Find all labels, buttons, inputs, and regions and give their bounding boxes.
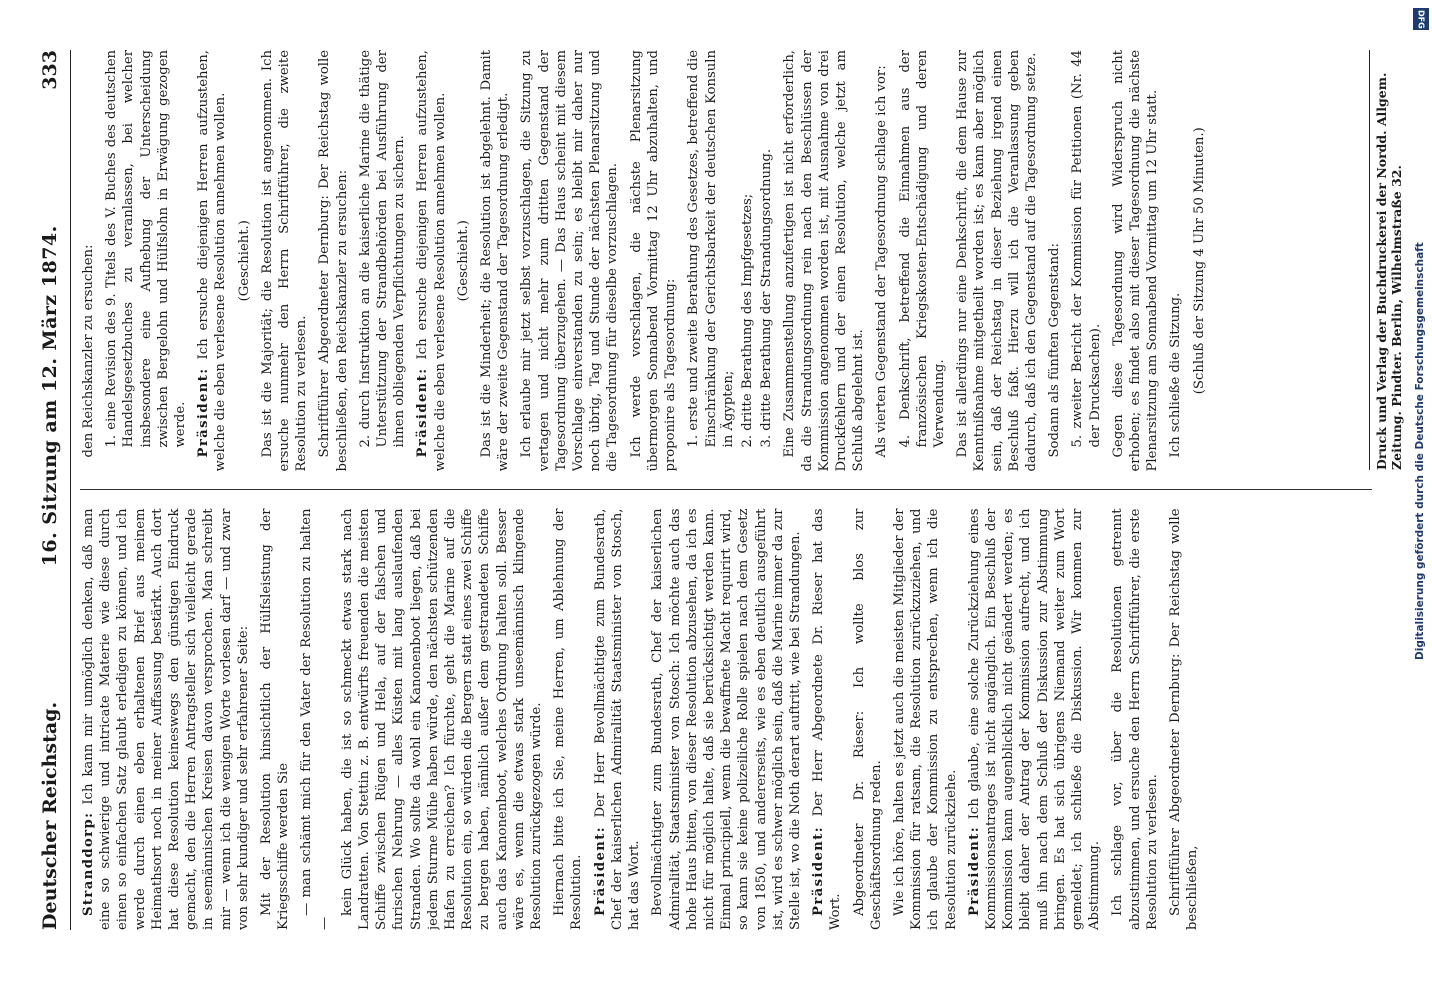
- speaker-label: Stranddorp:: [81, 811, 96, 916]
- paragraph-text: Hiernach bitte ich Sie, meine Herren, um Ablehnung der Resolution.: [552, 508, 585, 930]
- paragraph-text: Ich erlaube mir jetzt selbst vorzuschlagen, die Sitzung zu vertagen und nicht mehr zum dritten Gegenstand der Tagesordnung überzugehen. — Das Haus scheint mit diesem Vorschlage einverstanden zu sein; es bleibt mir daher nur noch übrig, Tag und Stunde der nächsten Plenarsitzung und die Tagesordnung für dieselbe vorzuschlagen.: [519, 50, 621, 472]
- paragraph: [649, 509, 804, 931]
- paragraph: [258, 509, 292, 931]
- paragraph: [551, 509, 585, 931]
- speaker-label: Präsident:: [592, 825, 608, 916]
- paragraph-text: Das ist die Majorität; die Resolution ist angenommen. Ich ersuche nunmehr den Herrn Schriftführer, die zweite Resolution zu verlesen.: [259, 50, 310, 472]
- paragraph-text: Ich kann mir unmöglich denken, daß man eine so schwierige und intricate Materie wie diese durch einen so einfachen Satz glaubt erledigen zu können, und ich werde durch einen eben erhaltenen Brief aus meinem Heimathsort noch in meiner Auffassung bestärkt. Auch dort hat diese Resolution keineswegs den günstigen Eindruck gemacht, den die Herren Antragsteller sich vielleicht gerade in seemännischen Kreisen davon versprochen. Man schreibt mir — wenn ich die wenigen Worte vorlesen darf — und zwar von sehr kundiger und sehr erfahrener Seite:: [81, 508, 251, 930]
- paragraph-text: Ich schlage vor, über die Resolutionen getrennt abzustimmen, und ersuche den Herrn Schriftführer, die erste Resolution zu verlesen.: [1110, 508, 1160, 930]
- paragraph: [195, 50, 229, 472]
- paragraph-text: Wie ich höre, halten es jetzt auch die meisten Mitglieder der Kommission für ratsam, die Resolution zurückzuziehen, und ich glaube der Kommission zu entsprechen, wenn ich die Resolution zurückziehe.: [891, 508, 959, 930]
- list-item: 4. Denkschrift, betreffend die Einnahmen aus der französischen Kriegskosten-Entschädigung und deren Verwendung.: [897, 50, 947, 448]
- header-title: Deutscher Reichstag.: [39, 701, 61, 930]
- paragraph: [316, 50, 350, 472]
- imprint-footer: Druck und Verlag der Buchdruckerei der Nordd. Allgem. Zeitung. Pindter. Berlin, Wilhelmstraße 32.: [1369, 50, 1404, 470]
- column-divider: [80, 490, 1372, 491]
- page-number: 333: [39, 50, 61, 90]
- paragraph-text: Schriftführer Abgeordneter Dernburg: Der Reichstag wolle beschließen,: [1167, 508, 1201, 930]
- header-session: 16. Sitzung am 12. März 1874.: [39, 225, 61, 567]
- paragraph-text: Der Herr Abgeordnete Dr. Rieser hat das Wort.: [811, 508, 844, 930]
- paragraph: [80, 509, 252, 931]
- numbered-list: [897, 50, 949, 448]
- stage-direction: [455, 50, 472, 472]
- paragraph: [259, 50, 311, 472]
- list-item: 3. dritte Berathung der Strandungsordnung.: [759, 148, 775, 448]
- speaker-label: Präsident:: [415, 367, 431, 458]
- paragraph-text: Gegen diese Tagesordnung wird Widerspruch nicht erhoben; es findet also mit dieser Tagesordnung die nächste Plenarsitzung am Sonnabend Vormittag um 12 Uhr statt.: [1110, 50, 1161, 472]
- paragraph: [414, 50, 448, 472]
- paragraph-text: Ich ersuche diejenigen Herren aufzustehen, welche die eben verlesene Resolution annehmen wollen.: [415, 50, 448, 472]
- list-item: 2. dritte Berathung des Impfgesetzes;: [739, 193, 755, 448]
- paragraph: [1109, 509, 1161, 931]
- paragraph-text: Das ist allerdings nur eine Denkschrift, die dem Hause zur Kenntnißnahme mitgetheilt worden ist; es kann aber möglich sein, daß der Reichstag in dieser Beziehung irgend einen Beschluß faßt. Hierzu will ich die Veranlassung geben dadurch, daß ich den Gegenstand auf die Tagesordnung setze.: [955, 50, 1039, 472]
- list-item: 5. zweiter Bericht der Kommission für Petitionen (Nr. 44 der Drucksachen).: [1070, 50, 1103, 448]
- paragraph: [851, 509, 885, 931]
- paragraph-text: Ich werde vorschlagen, die nächste Plenarsitzung übermorgen Sonnabend Vormittag 12 Uhr abzuhalten, und proponire als Tagesordnung:: [628, 50, 679, 472]
- stage-direction: [1191, 50, 1208, 472]
- paragraph-text: Als vierten Gegenstand der Tagesordnung schlage ich vor:: [874, 65, 890, 458]
- paragraph: [810, 509, 844, 931]
- column-right: [80, 50, 1372, 472]
- list-item: 1. eine Revision des 9. Titels des V. Buches des deutschen Handelsgesetzbuches zu veranlassen, bei welcher insbesondere eine Aufhebung der Unterscheidung zwischen Bergelohn und Hülfslohn in Erwägung gezogen werde.: [104, 50, 189, 448]
- speaker-label: Präsident:: [966, 825, 982, 916]
- page-header: [30, 50, 71, 930]
- paragraph: [592, 509, 644, 931]
- dfg-logo: DFG: [1413, 8, 1429, 30]
- paragraph-text: Das ist die Minderheit; die Resolution ist abgelehnt. Damit wäre der zweite Gegenstand der Tagesordnung erledigt.: [479, 50, 512, 472]
- paragraph-text: (Geschieht.): [455, 220, 471, 302]
- numbered-list: [103, 50, 189, 448]
- paragraph: [1167, 50, 1184, 472]
- paragraph-text: Abgeordneter Dr. Rieser: Ich wollte blos zur Geschäftsordnung reden.: [851, 508, 884, 930]
- paragraph: [518, 50, 621, 472]
- stage-direction: [236, 50, 253, 472]
- numbered-list: [357, 50, 409, 448]
- paragraph-text: Schriftführer Abgeordneter Dernburg: Der Reichstag wolle beschließen, den Reichskanzler zu ersuchen:: [317, 50, 350, 472]
- paragraph-text: Der Herr Bevollmächtigte zum Bundesrath, Chef der kaiserlichen Admiralität Staatsminister von Stosch, hat das Wort.: [592, 508, 643, 930]
- paragraph-text: (Schluß der Sitzung 4 Uhr 50 Minuten.): [1191, 127, 1207, 395]
- paragraph-text: Bevollmächtigter zum Bundesrath, Chef der kaiserlichen Admiralität, Staatsminister von Stosch: Ich möchte auch das hohe Haus bitten, von dieser Resolution abzusehen, da ich es nicht für möglich halte, daß sie berücksichtigt werden kann. Einmal principiell, wenn die bewaffnete Macht requirirt wird, so kann sie keine polizeiliche Rolle spielen nach dem Gesetz von 1850, und andererseits, wie es eben deutlich ausgeführt ist, wird es schwer möglich sein, daß die Marine immer da zur Stelle ist, wo die Noth derart auftritt, wie bei Strandungen.: [650, 508, 803, 930]
- paragraph: [966, 509, 1104, 931]
- paragraph: [80, 50, 97, 472]
- dfg-credit-text: Digitalisierung gefördert durch die Deutsche Forschungsgemeinschaft: [1414, 242, 1426, 660]
- paragraph: [954, 50, 1040, 472]
- speaker-label: Präsident:: [811, 825, 827, 916]
- paragraph: [873, 50, 890, 472]
- speaker-label: Präsident:: [196, 367, 212, 458]
- paragraph-text: den Reichskanzler zu ersuchen:: [81, 244, 96, 458]
- paragraph-text: Eine Zusammenstellung anzufertigen ist nicht erforderlich, da die Strandungsordnung rein nach den Beschlüssen der Kommission angenommen worden ist, mit Ausnahme von drei Druckfehlern und der einen Resolution, welche jetzt am Schluß abgelehnt ist.: [782, 50, 867, 472]
- paragraph: [1110, 50, 1162, 472]
- text-columns: [80, 50, 1372, 930]
- paragraph-text: kein Glück haben, die ist so schmeckt etwas stark nach Landratten. Von Stettin z. B. entwürfts freuenden die meisten Schiffe zwischen Rügen und Hela, auf der falschen und furischen Nehrung — alles Küsten mit lang auslaufenden Stranden. Wo sollte da wohl ein Kanonenboot liegen, daß bei jedem Sturme Mühe haben würde, den nächsten schützenden Hafen zu erreichen? Ich fürchte, geht die Marine auf die Resolution ein, so würden die Bergern statt eines zwei Schiffe zu bergen haben, nämlich außer dem gestrandeten Schiffe auch das Kanonenboot, welches Ordnung halten soll. Besser wäre es, wenn die etwas stark unseemännisch klingende Resolution zurückgezogen würde.: [339, 508, 545, 930]
- paragraph: [478, 50, 512, 472]
- paragraph-text: — man schämt mich für den Vater der Resolution zu halten —: [299, 508, 332, 930]
- numbered-list: [1069, 50, 1103, 448]
- paragraph: [781, 50, 867, 472]
- paragraph: [1046, 50, 1063, 472]
- list-item: 1. erste und zweite Berathung des Gesetzes, betreffend die Einschränkung der Gerichtsbarkeit der deutschen Konsuln in Ägypten;: [686, 50, 736, 448]
- list-item: 2. durch Instruktion an die kaiserliche Marine die thätige Unterstützung der Strandbehörden bei Ausführung der ihnen obliegenden Verpflichtungen zu sichern.: [357, 50, 408, 448]
- numbered-list: [685, 50, 775, 448]
- paragraph-text: (Geschieht.): [236, 220, 252, 302]
- column-left: [80, 509, 1372, 931]
- paragraph: [628, 50, 680, 472]
- paragraph-text: Mit der Resolution hinsichtlich der Hülfsleistung der Kriegsschiffe werden Sie: [259, 508, 292, 930]
- paragraph-text: Sodann als fünften Gegenstand:: [1047, 243, 1063, 458]
- paragraph: [339, 509, 545, 931]
- paragraph: [891, 509, 960, 931]
- paragraph-text: Ich schließe die Sitzung.: [1168, 292, 1184, 458]
- paragraph-text: Ich glaube, eine solche Zurückziehung eines Kommissionsantrages ist nicht angänglich. Ein Beschluß der Kommission kann augenblicklich nicht geändert werden; es bleibt daher der Antrag der Kommission aufrecht, und ich muß ihn nach dem Schluß der Diskussion zur Abstimmung bringen. Es hat sich übrigens Niemand weiter zum Wort gemeldet; ich schließe die Diskussion. Wir kommen zur Abstimmung.: [966, 508, 1103, 930]
- paragraph: [1167, 509, 1201, 931]
- paragraph-text: Ich ersuche diejenigen Herren aufzustehen, welche die eben verlesene Resolution annehmen wollen.: [196, 50, 229, 472]
- paragraph: [298, 509, 332, 931]
- dfg-credit-strip: [1410, 0, 1432, 1000]
